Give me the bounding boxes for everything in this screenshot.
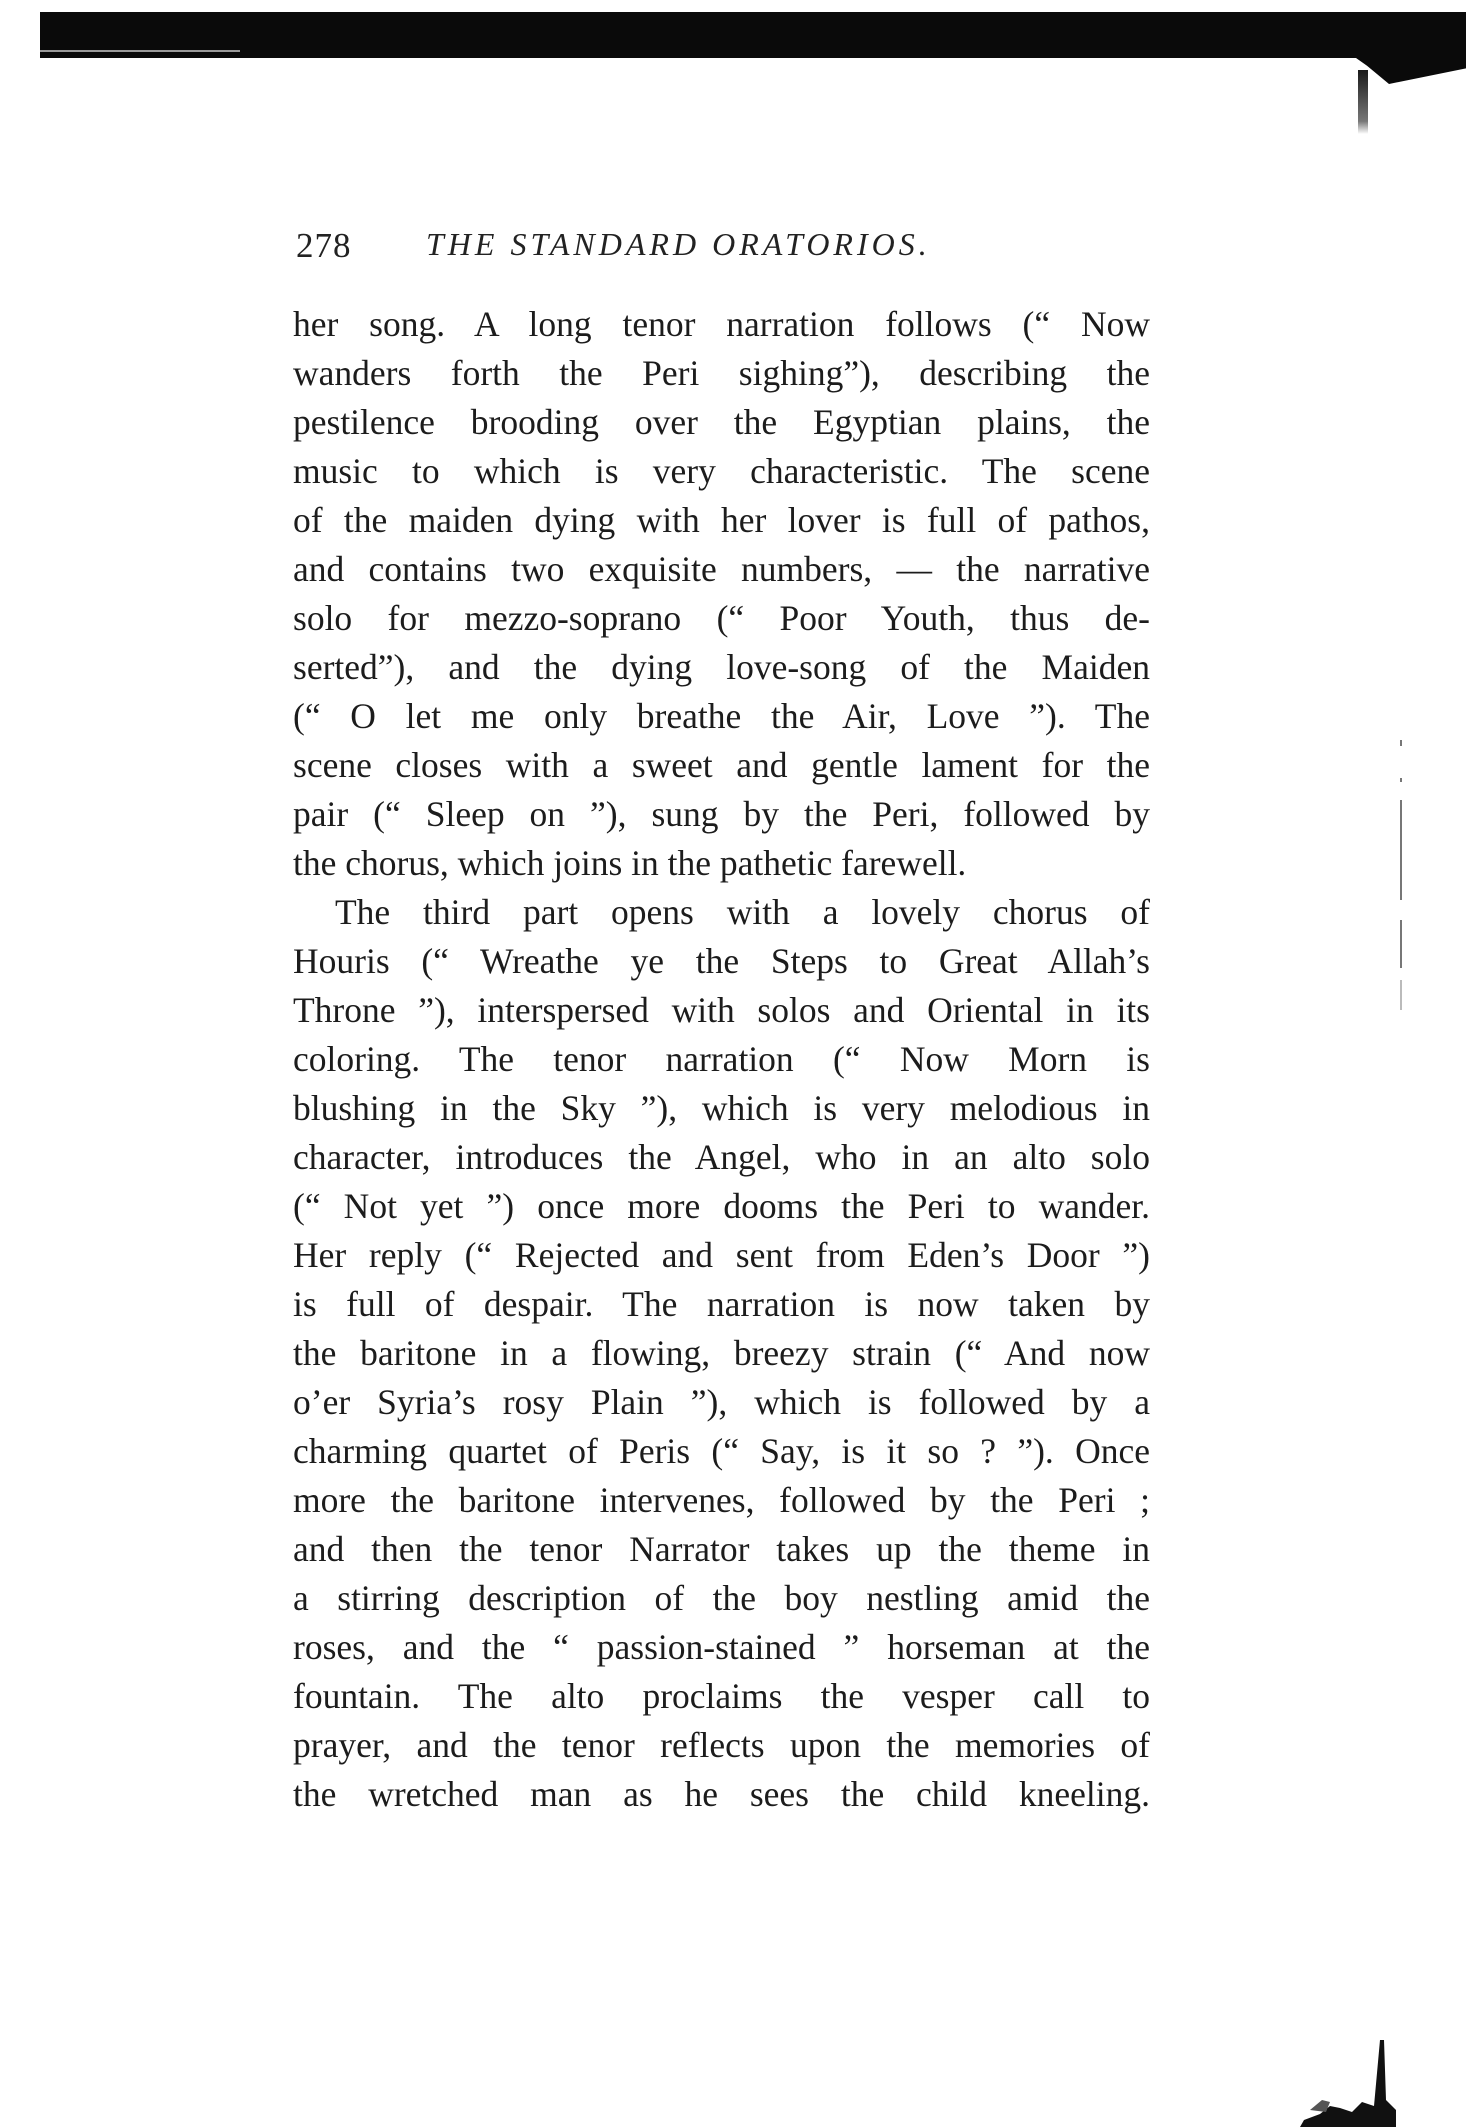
text-line: music to which is very characteristic. The scene — [293, 451, 1150, 491]
page-last-line: the wretched man as he sees the child kneeling. — [293, 1774, 1150, 1814]
text-line: blushing in the Sky ”), which is very melodious in — [293, 1088, 1150, 1128]
text-line: the baritone in a flowing, breezy strain (“ And now — [293, 1333, 1150, 1373]
paragraph-first-line: The third part opens with a lovely chorus of — [335, 892, 1150, 932]
page-header — [296, 226, 1166, 276]
text-line: and then the tenor Narrator takes up the theme in — [293, 1529, 1150, 1569]
text-line: roses, and the “ passion-stained ” horseman at the — [293, 1627, 1150, 1667]
text-line: pestilence brooding over the Egyptian plains, the — [293, 402, 1150, 442]
corner-ink-blot — [1300, 2040, 1396, 2127]
text-line: prayer, and the tenor reflects upon the memories of — [293, 1725, 1150, 1765]
text-line: serted”), and the dying love-song of the Maiden — [293, 647, 1150, 687]
scan-edge-bar — [40, 12, 1466, 58]
text-line: coloring. The tenor narration (“ Now Morn is — [293, 1039, 1150, 1079]
margin-ink-marks — [1398, 740, 1404, 1010]
page-number: 278 — [296, 226, 352, 265]
text-line: Her reply (“ Rejected and sent from Eden’s Door ”) — [293, 1235, 1150, 1275]
scan-ink-drip — [1358, 70, 1368, 134]
text-line: solo for mezzo-soprano (“ Poor Youth, thus de- — [293, 598, 1150, 638]
text-line: Throne ”), interspersed with solos and Oriental in its — [293, 990, 1150, 1030]
text-line: a stirring description of the boy nestling amid the — [293, 1578, 1150, 1618]
text-line: fountain. The alto proclaims the vesper call to — [293, 1676, 1150, 1716]
running-title: THE STANDARD ORATORIOS. — [426, 226, 931, 262]
text-line: Houris (“ Wreathe ye the Steps to Great Allah’s — [293, 941, 1150, 981]
paragraph-last-line: the chorus, which joins in the pathetic farewell. — [293, 843, 967, 883]
text-line: of the maiden dying with her lover is full of pathos, — [293, 500, 1150, 540]
text-line: wanders forth the Peri sighing”), describing the — [293, 353, 1150, 393]
scan-edge-notch — [1356, 58, 1466, 84]
text-line: her song. A long tenor narration follows (“ Now — [293, 304, 1150, 344]
text-line: and contains two exquisite numbers, — the narrative — [293, 549, 1150, 589]
scan-faint-line — [40, 50, 240, 52]
text-line: (“ O let me only breathe the Air, Love ”). The — [293, 696, 1150, 736]
text-line: (“ Not yet ”) once more dooms the Peri to wander. — [293, 1186, 1150, 1226]
text-line: scene closes with a sweet and gentle lament for the — [293, 745, 1150, 785]
body-text — [293, 300, 1150, 1819]
text-line: charming quartet of Peris (“ Say, is it so ? ”). Once — [293, 1431, 1150, 1471]
text-line: o’er Syria’s rosy Plain ”), which is followed by a — [293, 1382, 1150, 1422]
text-line: character, introduces the Angel, who in an alto solo — [293, 1137, 1150, 1177]
text-line: pair (“ Sleep on ”), sung by the Peri, followed by — [293, 794, 1150, 834]
text-line: is full of despair. The narration is now taken by — [293, 1284, 1150, 1324]
text-line: more the baritone intervenes, followed by the Peri ; — [293, 1480, 1150, 1520]
